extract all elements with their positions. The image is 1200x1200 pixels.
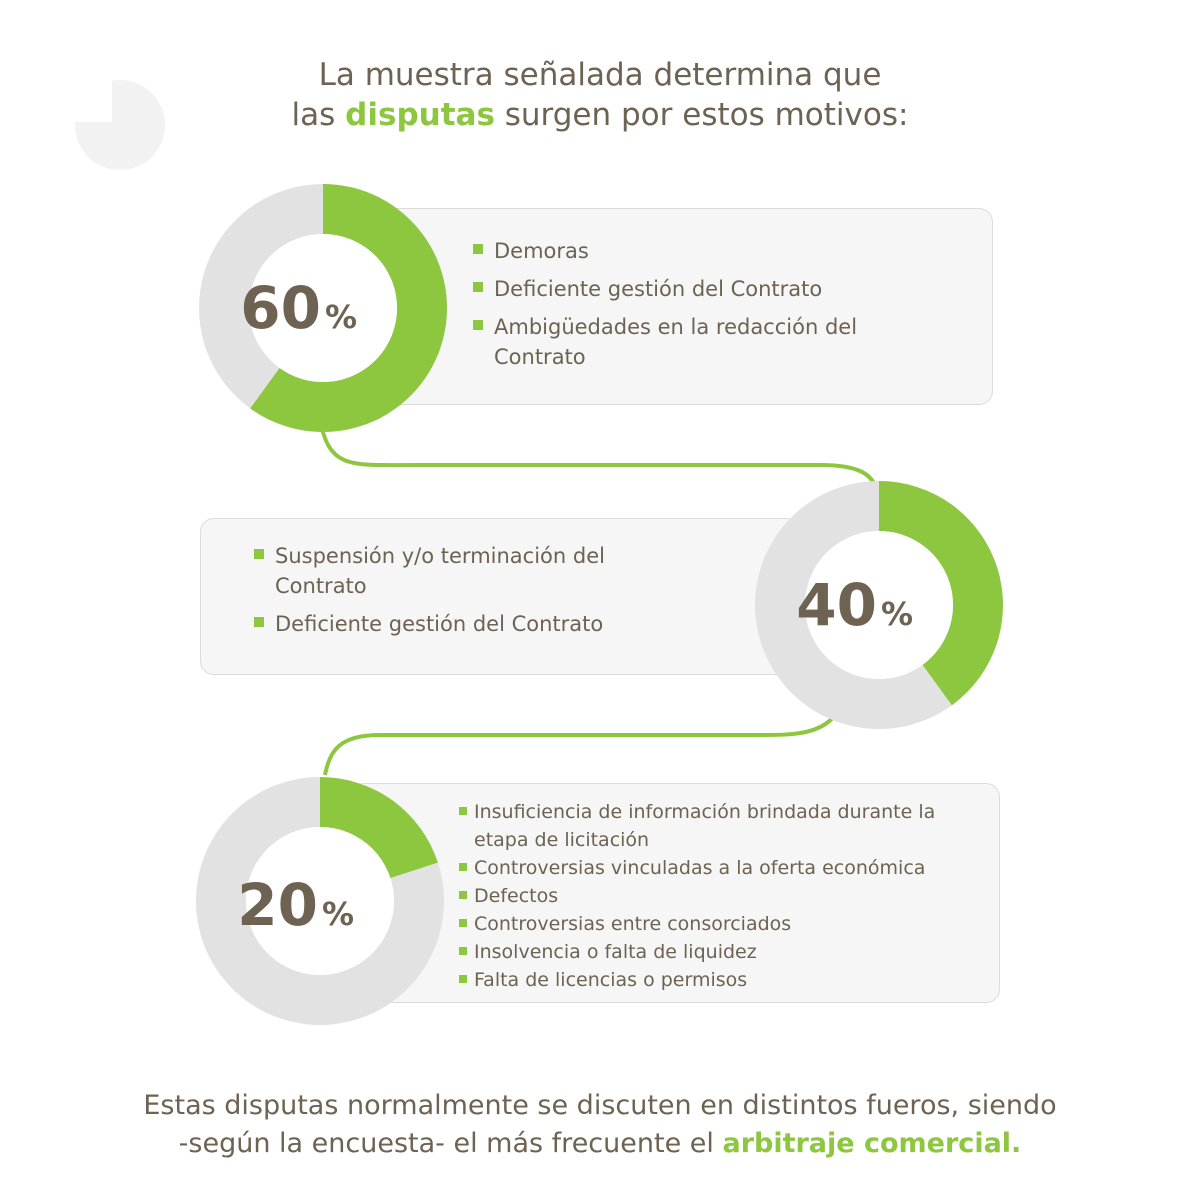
reasons-card-40 xyxy=(200,518,800,675)
title-line-2-end: surgen por estos motivos: xyxy=(504,97,909,133)
reasons-list-60 xyxy=(494,236,954,380)
reasons-list-40 xyxy=(275,541,635,647)
donut-percent-sign: % xyxy=(881,595,914,633)
reasons-card-20 xyxy=(350,783,1000,1003)
reasons-list-20 xyxy=(474,798,994,994)
footer-line-1: Estas disputas normalmente se discuten en distintos fueros, siendo xyxy=(143,1090,1057,1121)
title-line-2-start: las xyxy=(291,97,336,133)
list-item: Insuficiencia de información brindada durante la etapa de licitación xyxy=(474,798,974,854)
footer-text xyxy=(0,1087,1200,1163)
list-item: Deficiente gestión del Contrato xyxy=(275,609,635,639)
list-item: Demoras xyxy=(494,236,954,266)
list-item: Insolvencia o falta de liquidez xyxy=(474,938,994,966)
list-item: Controversias entre consorciados xyxy=(474,910,994,938)
footer-line-2 xyxy=(0,1125,1200,1163)
donut-value-40: 40 xyxy=(796,571,877,639)
donut-value-60: 60 xyxy=(240,274,321,342)
list-item: Falta de licencias o permisos xyxy=(474,966,994,994)
title-line-1: La muestra señalada determina que xyxy=(318,57,882,93)
footer-highlight: arbitraje comercial. xyxy=(722,1128,1022,1159)
list-item: Ambigüedades en la redacción del Contrato xyxy=(494,312,874,372)
donut-chart-40 xyxy=(753,479,1005,731)
list-item: Suspensión y/o terminación del Contrato xyxy=(275,541,605,601)
list-item: Controversias vinculadas a la oferta económica xyxy=(474,854,994,882)
title-highlight: disputas xyxy=(345,97,495,133)
donut-chart-20 xyxy=(194,775,446,1027)
donut-percent-sign: % xyxy=(322,895,355,933)
donut-chart-60 xyxy=(197,182,449,434)
donut-percent-sign: % xyxy=(325,298,358,336)
list-item: Deficiente gestión del Contrato xyxy=(494,274,954,304)
list-item: Defectos xyxy=(474,882,994,910)
donut-value-20: 20 xyxy=(237,871,318,939)
footer-line-2-start: -según la encuesta- el más frecuente el xyxy=(178,1128,714,1159)
